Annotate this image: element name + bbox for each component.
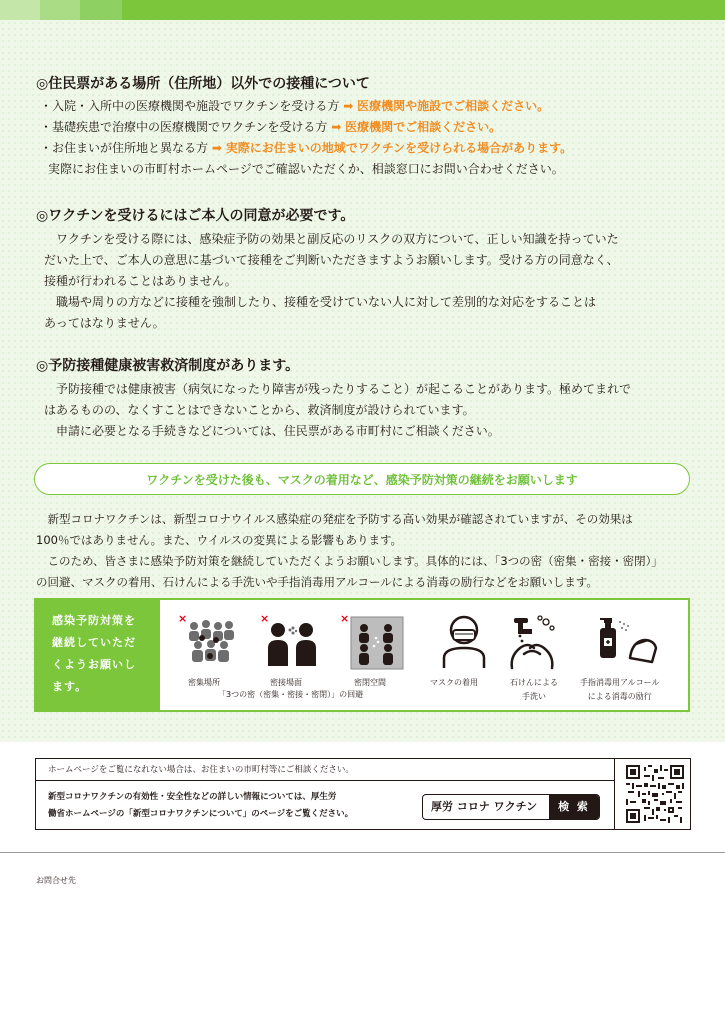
sanitizer-icon [596,614,660,670]
caption-crowd: 密集場所 [188,678,220,687]
search-button[interactable]: 検 索 [549,795,599,819]
close-contact-icon [266,620,318,668]
paragraph-line: 100％ではありません。また、ウイルスの変異による影響もあります。 [36,533,403,547]
paragraph-line: 申請に必要となる手続きなどについては、住民票がある市町村にご相談ください。 [44,424,500,438]
closed-space-icon [350,616,404,670]
caption-wash [510,676,558,704]
section-relief-system [36,356,631,442]
arrow-icon: ➡ [211,141,222,155]
caption-closed-space: 密閉空間 [354,678,386,687]
paragraph-line: 予防接種では健康被害（病気になったり障害が残ったりすること）が起こることがあります。極めてまれで [44,382,632,396]
top-bar-segment [122,0,725,20]
paragraph-line: ワクチンを受ける際には、感染症予防の効果と副反応のリスクの双方について、正しい知識を持っていた [44,232,619,246]
mask-icon [440,614,488,670]
crowd-icon [186,618,236,668]
item-text: ・基礎疾患で治療中の医療機関でワクチンを受ける方 [40,120,328,134]
caption-three-c: 「3つの密（密集・密接・密閉）」の回避 [218,690,364,699]
x-mark-icon: × [260,612,270,625]
info-box [35,758,691,830]
top-bar-segment [40,0,80,20]
paragraph-line: このため、皆さまに感染予防対策を継続していただくようお願いします。具体的には、「3つの密（密集・密接・密閉）」 [36,554,663,568]
info-text [48,789,353,823]
panel-heading [36,600,160,710]
caption-line: 石けんによる [510,678,558,687]
item-note: 医療機関や施設でご相談ください。 [357,99,550,113]
paragraph-line: あってはなりません。 [44,316,165,330]
search-input[interactable]: 厚労 コロナ ワクチン [431,800,538,813]
info-top-note: ホームページをご覧になれない場合は、お住まいの市町村等にご相談ください。 [36,759,614,781]
section-prevention [36,509,663,593]
section-other-address [36,74,572,180]
caption-mask: マスクの着用 [430,678,478,687]
info-text-line: 働省ホームページの「新型コロナワクチンについて」のページをご覧ください。 [48,809,354,819]
list-item [36,138,572,159]
caption-sanitizer [580,676,660,704]
paragraph-line: の回避、マスクの着用、石けんによる手洗いや手指消毒用アルコールによる消毒の励行などをお願いします。 [36,575,598,589]
paragraph-line: 新型コロナワクチンは、新型コロナウイルス感染症の発症を予防する高い効果が確認されていますが、その効果は [36,512,633,526]
item-note: 実際にお住まいの地域でワクチンを受けられる場合があります。 [225,141,573,155]
section-consent [36,206,619,334]
arrow-icon: ➡ [343,99,354,113]
paragraph-line: はあるものの、なくすことはできないことから、救済制度が設けられています。 [44,403,475,417]
panel-heading-line: 継続していただ [52,636,136,649]
caption-line: による消毒の励行 [587,692,652,701]
divider-line [0,852,725,853]
panel-icons [160,600,688,710]
panel-heading-line: ます。 [52,680,88,693]
panel-heading-line: くようお願いし [52,658,136,671]
caption-close-contact: 密接場面 [270,678,302,687]
info-divider [614,759,615,829]
paragraph-line: 職場や周りの方などに接種を強制したり、接種を受けていない人に対して差別的な対応をすることは [44,295,597,309]
qr-code-icon[interactable] [626,765,684,823]
section-footer-text: 実際にお住まいの市町村ホームページでご確認いただくか、相談窓口にお問い合わせください。 [48,162,564,176]
section-title: ◎予防接種健康被害救済制度があります。 [36,358,300,374]
x-mark-icon: × [340,612,350,625]
top-color-bar [0,0,725,20]
prevention-banner [34,463,690,495]
arrow-icon: ➡ [331,120,342,134]
banner-text: ワクチンを受けた後も、マスクの着用など、感染予防対策の継続をお願いします [146,472,578,487]
section-title: ◎住民票がある場所（住所地）以外での接種について [36,76,370,92]
list-item [36,117,572,138]
x-mark-icon: × [178,612,188,625]
caption-line: 手洗い [522,692,546,701]
item-note: 医療機関でご相談ください。 [345,120,502,134]
info-text-line: 新型コロナワクチンの有効性・安全性などの詳しい情報については、厚生労 [48,792,337,802]
item-text: ・お住まいが住所地と異なる方 [40,141,209,155]
search-box[interactable] [422,794,600,820]
prevention-panel [34,598,690,712]
item-text: ・入院・入所中の医療機関や施設でワクチンを受ける方 [40,99,340,113]
top-bar-segment [0,0,40,20]
paragraph-line: 接種が行われることはありません。 [44,274,237,288]
paragraph-line: だいた上で、ご本人の意思に基づいて接種をご判断いただきますようお願いします。受ける方の同意なく、 [44,253,619,267]
caption-line: 手指消毒用アルコール [580,678,660,687]
handwash-icon [506,614,558,670]
top-bar-segment [80,0,122,20]
panel-heading-line: 感染予防対策を [52,614,136,627]
contact-label: お問合せ先 [36,876,76,885]
section-title: ◎ワクチンを受けるにはご本人の同意が必要です。 [36,208,355,224]
list-item [36,96,572,117]
